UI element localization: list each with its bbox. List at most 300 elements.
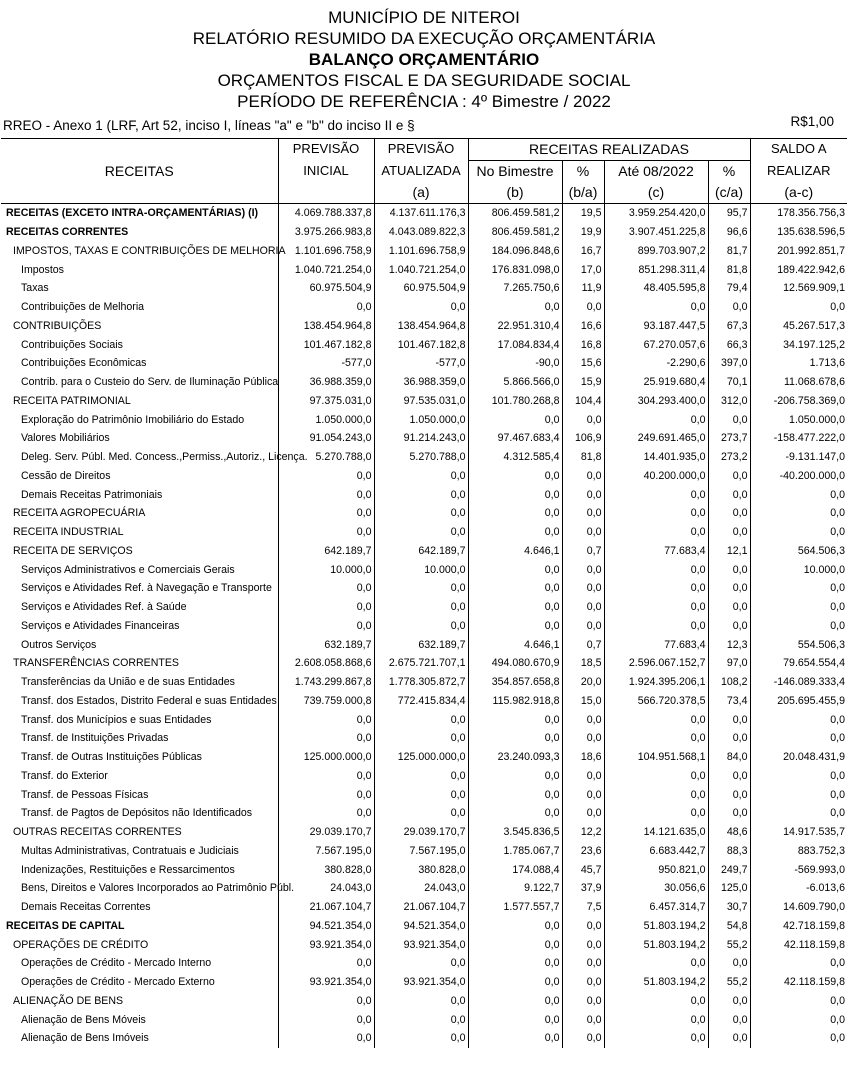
cell-pct-ca: 30,7 [708,898,750,917]
cell-saldo-realizar: 10.000,0 [750,560,847,579]
row-label: Serviços Administrativos e Comerciais Gerais [21,563,235,576]
cell-previsao-inicial: 93.921.354,0 [278,935,374,954]
cell-previsao-atualizada: 1.040.721.254,0 [374,260,468,279]
cell-saldo-realizar: -6.013,6 [750,879,847,898]
cell-ate-periodo: 0,0 [604,710,708,729]
cell-ate-periodo: 0,0 [604,767,708,786]
cell-previsao-atualizada: 0,0 [374,467,468,486]
cell-no-bimestre: 0,0 [468,598,562,617]
cell-saldo-realizar: -40.200.000,0 [750,467,847,486]
table-row [1,373,847,392]
cell-pct-ca: 0,0 [708,598,750,617]
cell-pct-ba: 20,0 [562,673,604,692]
cell-no-bimestre: 0,0 [468,973,562,992]
cell-no-bimestre: 101.780.268,8 [468,392,562,411]
cell-previsao-inicial: 24.043,0 [278,879,374,898]
cell-ate-periodo: 6.457.314,7 [604,898,708,917]
cell-ate-periodo: 30.056,6 [604,879,708,898]
cell-pct-ba: 0,0 [562,504,604,523]
cell-saldo-realizar: 42.718.159,8 [750,917,847,936]
cell-no-bimestre: 354.857.658,8 [468,673,562,692]
cell-ate-periodo: 0,0 [604,579,708,598]
cell-previsao-atualizada: 94.521.354,0 [374,917,468,936]
cell-no-bimestre: 0,0 [468,560,562,579]
row-label: Transf. dos Municípios e suas Entidades [21,713,212,726]
cell-pct-ba: 7,5 [562,898,604,917]
table-row [1,767,847,786]
row-label: Deleg. Serv. Públ. Med. Concess.,Permiss.,Autoriz., Licença. [21,451,308,464]
row-label: Taxas [21,282,49,295]
cell-previsao-atualizada: 0,0 [374,785,468,804]
table-row [1,579,847,598]
col-realizar: REALIZAR [750,161,847,183]
row-label: Multas Administrativas, Contratuais e Judiciais [21,844,239,857]
table-row [1,223,847,242]
cell-pct-ca: 81,7 [708,242,750,261]
cell-ate-periodo: 14.121.635,0 [604,823,708,842]
table-row [1,467,847,486]
cell-saldo-realizar: -9.131.147,0 [750,448,847,467]
cell-pct-ba: 0,0 [562,617,604,636]
cell-saldo-realizar: 201.992.851,7 [750,242,847,261]
cell-no-bimestre: 23.240.093,3 [468,748,562,767]
row-label: Transf. dos Estados, Distrito Federal e suas Entidades [21,694,277,707]
cell-previsao-inicial: 0,0 [278,710,374,729]
col-ca: (c/a) [708,182,750,204]
cell-previsao-atualizada: 772.415.834,4 [374,692,468,711]
cell-previsao-inicial: 0,0 [278,767,374,786]
table-row [1,729,847,748]
cell-previsao-inicial: 101.467.182,8 [278,335,374,354]
row-label: Transf. de Pagtos de Depósitos não Identificados [21,807,253,820]
table-row [1,692,847,711]
cell-pct-ba: 0,0 [562,767,604,786]
table-row [1,410,847,429]
cell-no-bimestre: 0,0 [468,579,562,598]
cell-pct-ca: 55,2 [708,973,750,992]
cell-previsao-inicial: 36.988.359,0 [278,373,374,392]
cell-pct-ca: 125,0 [708,879,750,898]
cell-pct-ca: 66,3 [708,335,750,354]
table-row [1,710,847,729]
cell-ate-periodo: 93.187.447,5 [604,317,708,336]
cell-previsao-atualizada: 29.039.170,7 [374,823,468,842]
cell-ate-periodo: 0,0 [604,617,708,636]
table-row [1,598,847,617]
cell-pct-ba: 0,7 [562,542,604,561]
table-row [1,429,847,448]
cell-pct-ca: 79,4 [708,279,750,298]
cell-previsao-atualizada: 0,0 [374,1010,468,1029]
cell-saldo-realizar: 0,0 [750,804,847,823]
cell-saldo-realizar: 883.752,3 [750,842,847,861]
cell-ate-periodo: 0,0 [604,785,708,804]
row-label: ALIENAÇÃO DE BENS [13,994,124,1007]
cell-pct-ba: 15,0 [562,692,604,711]
cell-previsao-atualizada: 1.778.305.872,7 [374,673,468,692]
cell-pct-ca: 70,1 [708,373,750,392]
cell-previsao-atualizada: 632.189,7 [374,635,468,654]
cell-no-bimestre: 3.545.836,5 [468,823,562,842]
cell-pct-ba: 0,0 [562,804,604,823]
table-header [1,139,847,204]
cell-saldo-realizar: 42.118.159,8 [750,973,847,992]
cell-saldo-realizar: 42.118.159,8 [750,935,847,954]
cell-pct-ca: 0,0 [708,785,750,804]
cell-previsao-atualizada: 101.467.182,8 [374,335,468,354]
row-label: Demais Receitas Patrimoniais [21,488,163,501]
cell-saldo-realizar: 0,0 [750,617,847,636]
cell-no-bimestre: 806.459.581,2 [468,204,562,223]
cell-previsao-atualizada: 0,0 [374,504,468,523]
cell-previsao-inicial: 1.743.299.867,8 [278,673,374,692]
cell-previsao-inicial: 125.000.000,0 [278,748,374,767]
cell-ate-periodo: 566.720.378,5 [604,692,708,711]
cell-previsao-inicial: 0,0 [278,785,374,804]
cell-previsao-atualizada: 380.828,0 [374,860,468,879]
cell-pct-ca: 0,0 [708,710,750,729]
cell-previsao-inicial: 29.039.170,7 [278,823,374,842]
cell-previsao-atualizada: 0,0 [374,579,468,598]
cell-pct-ca: 312,0 [708,392,750,411]
cell-previsao-inicial: 0,0 [278,729,374,748]
row-label: IMPOSTOS, TAXAS E CONTRIBUIÇÕES DE MELHORIA [13,244,286,257]
cell-saldo-realizar: 0,0 [750,954,847,973]
cell-previsao-inicial: 93.921.354,0 [278,973,374,992]
cell-saldo-realizar: 178.356.756,3 [750,204,847,223]
cell-pct-ca: 97,0 [708,654,750,673]
cell-saldo-realizar: 0,0 [750,504,847,523]
cell-no-bimestre: 0,0 [468,917,562,936]
cell-no-bimestre: 9.122,7 [468,879,562,898]
cell-no-bimestre: 115.982.918,8 [468,692,562,711]
cell-pct-ba: 16,8 [562,335,604,354]
cell-previsao-inicial: -577,0 [278,354,374,373]
cell-pct-ba: 0,0 [562,954,604,973]
cell-pct-ba: 106,9 [562,429,604,448]
balance-title: BALANÇO ORÇAMENTÁRIO [308,50,540,69]
cell-pct-ca: 397,0 [708,354,750,373]
cell-previsao-inicial: 94.521.354,0 [278,917,374,936]
cell-previsao-inicial: 97.375.031,0 [278,392,374,411]
row-label: Serviços e Atividades Financeiras [21,619,180,632]
cell-ate-periodo: 51.803.194,2 [604,973,708,992]
cell-previsao-inicial: 380.828,0 [278,860,374,879]
cell-previsao-atualizada: 21.067.104,7 [374,898,468,917]
row-label: Transf. de Outras Instituições Públicas [21,751,202,764]
row-label: Demais Receitas Correntes [21,901,151,914]
table-row [1,1010,847,1029]
cell-previsao-inicial: 7.567.195,0 [278,842,374,861]
cell-previsao-inicial: 21.067.104,7 [278,898,374,917]
cell-previsao-inicial: 0,0 [278,485,374,504]
col-a: (a) [374,182,468,204]
cell-saldo-realizar: 205.695.455,9 [750,692,847,711]
cell-previsao-inicial: 5.270.788,0 [278,448,374,467]
cell-pct-ca: 0,0 [708,992,750,1011]
row-label: Transf. do Exterior [21,769,108,782]
cell-previsao-inicial: 2.608.058.868,6 [278,654,374,673]
row-label: Serviços e Atividades Ref. à Saúde [21,601,187,614]
table-row [1,992,847,1011]
row-label: Alienação de Bens Móveis [21,1013,146,1026]
cell-previsao-atualizada: 10.000,0 [374,560,468,579]
cell-previsao-atualizada: 0,0 [374,1029,468,1048]
cell-pct-ba: 0,0 [562,410,604,429]
cell-previsao-atualizada: 125.000.000,0 [374,748,468,767]
cell-pct-ba: 0,0 [562,1029,604,1048]
annex-reference: RREO - Anexo 1 (LRF, Art 52, inciso I, líneas "a" e "b" do inciso II e § [3,118,415,133]
cell-no-bimestre: 0,0 [468,298,562,317]
cell-ate-periodo: 0,0 [604,992,708,1011]
table-row [1,673,847,692]
table-row [1,204,847,223]
cell-previsao-inicial: 0,0 [278,954,374,973]
cell-ate-periodo: 3.959.254.420,0 [604,204,708,223]
col-previsao-atualizada-1: PREVISÃO [374,139,468,161]
cell-ate-periodo: 0,0 [604,485,708,504]
cell-pct-ca: 273,2 [708,448,750,467]
table-row [1,317,847,336]
col-saldo-1: SALDO A [750,139,847,161]
cell-pct-ba: 0,0 [562,973,604,992]
cell-pct-ca: 0,0 [708,729,750,748]
cell-previsao-atualizada: 138.454.964,8 [374,317,468,336]
cell-pct-ca: 0,0 [708,1010,750,1029]
cell-pct-ba: 18,5 [562,654,604,673]
table-row [1,635,847,654]
cell-ate-periodo: 67.270.057,6 [604,335,708,354]
col-previsao-inicial-1: PREVISÃO [278,139,374,161]
cell-no-bimestre: 806.459.581,2 [468,223,562,242]
cell-no-bimestre: 1.577.557,7 [468,898,562,917]
cell-ate-periodo: 0,0 [604,804,708,823]
cell-ate-periodo: 950.821,0 [604,860,708,879]
cell-ate-periodo: 851.298.311,4 [604,260,708,279]
cell-saldo-realizar: 0,0 [750,710,847,729]
row-label: OPERAÇÕES DE CRÉDITO [13,938,149,951]
cell-previsao-inicial: 0,0 [278,467,374,486]
cell-ate-periodo: 51.803.194,2 [604,917,708,936]
cell-previsao-inicial: 632.189,7 [278,635,374,654]
cell-pct-ca: 0,0 [708,523,750,542]
cell-saldo-realizar: 0,0 [750,579,847,598]
row-label: Transf. de Pessoas Físicas [21,788,149,801]
cell-ate-periodo: 0,0 [604,954,708,973]
cell-pct-ca: 0,0 [708,298,750,317]
cell-pct-ba: 16,6 [562,317,604,336]
cell-previsao-atualizada: 1.050.000,0 [374,410,468,429]
cell-saldo-realizar: 0,0 [750,992,847,1011]
cell-ate-periodo: 3.907.451.225,8 [604,223,708,242]
cell-pct-ba: 17,0 [562,260,604,279]
cell-previsao-inicial: 0,0 [278,804,374,823]
cell-saldo-realizar: 1.713,6 [750,354,847,373]
cell-no-bimestre: 22.951.310,4 [468,317,562,336]
cell-saldo-realizar: 0,0 [750,485,847,504]
cell-pct-ca: 48,6 [708,823,750,842]
table-row [1,335,847,354]
cell-saldo-realizar: -146.089.333,4 [750,673,847,692]
cell-ate-periodo: 6.683.442,7 [604,842,708,861]
cell-saldo-realizar: 0,0 [750,785,847,804]
cell-pct-ca: 0,0 [708,504,750,523]
cell-no-bimestre: 0,0 [468,504,562,523]
cell-pct-ca: 95,7 [708,204,750,223]
col-pct-b: % [562,161,604,183]
cell-previsao-atualizada: 0,0 [374,485,468,504]
table-row [1,654,847,673]
cell-ate-periodo: 0,0 [604,298,708,317]
row-label: Cessão de Direitos [21,469,111,482]
cell-pct-ba: 0,0 [562,729,604,748]
cell-previsao-inicial: 0,0 [278,617,374,636]
row-label: CONTRIBUIÇÕES [13,319,102,332]
cell-pct-ca: 73,4 [708,692,750,711]
cell-pct-ca: 88,3 [708,842,750,861]
cell-pct-ba: 15,6 [562,354,604,373]
cell-pct-ca: 108,2 [708,673,750,692]
col-c: (c) [604,182,708,204]
cell-previsao-atualizada: 2.675.721.707,1 [374,654,468,673]
cell-previsao-atualizada: 91.214.243,0 [374,429,468,448]
cell-pct-ca: 0,0 [708,767,750,786]
cell-pct-ba: 0,0 [562,992,604,1011]
cell-pct-ba: 0,0 [562,935,604,954]
cell-previsao-inicial: 0,0 [278,1010,374,1029]
row-label: Contribuições Sociais [21,338,123,351]
cell-previsao-inicial: 0,0 [278,298,374,317]
cell-no-bimestre: 0,0 [468,804,562,823]
cell-ate-periodo: 25.919.680,4 [604,373,708,392]
table-row [1,1029,847,1048]
cell-saldo-realizar: 20.048.431,9 [750,748,847,767]
cell-no-bimestre: 97.467.683,4 [468,429,562,448]
cell-ate-periodo: 14.401.935,0 [604,448,708,467]
cell-pct-ca: 54,8 [708,917,750,936]
cell-previsao-atualizada: 93.921.354,0 [374,973,468,992]
budget-title: ORÇAMENTOS FISCAL E DA SEGURIDADE SOCIAL [217,71,631,90]
table-row [1,917,847,936]
cell-pct-ba: 37,9 [562,879,604,898]
cell-pct-ba: 0,0 [562,298,604,317]
col-receitas: RECEITAS [1,139,278,204]
cell-previsao-atualizada: 1.101.696.758,9 [374,242,468,261]
cell-previsao-inicial: 60.975.504,9 [278,279,374,298]
cell-saldo-realizar: 0,0 [750,1029,847,1048]
cell-pct-ca: 0,0 [708,560,750,579]
cell-saldo-realizar: 0,0 [750,767,847,786]
cell-previsao-atualizada: 0,0 [374,523,468,542]
row-label: RECEITA AGROPECUÁRIA [13,507,146,520]
row-label: RECEITAS (EXCETO INTRA-ORÇAMENTÁRIAS) (I) [6,207,259,220]
table-body [1,204,847,1048]
cell-no-bimestre: 0,0 [468,992,562,1011]
cell-no-bimestre: 0,0 [468,1010,562,1029]
cell-previsao-inicial: 91.054.243,0 [278,429,374,448]
cell-ate-periodo: 0,0 [604,1029,708,1048]
cell-ate-periodo: 899.703.907,2 [604,242,708,261]
row-label: Impostos [21,263,64,276]
cell-pct-ca: 0,0 [708,485,750,504]
table-row [1,485,847,504]
cell-ate-periodo: 77.683,4 [604,542,708,561]
cell-saldo-realizar: 34.197.125,2 [750,335,847,354]
cell-pct-ca: 0,0 [708,410,750,429]
cell-previsao-inicial: 138.454.964,8 [278,317,374,336]
table-row [1,973,847,992]
cell-pct-ba: 16,7 [562,242,604,261]
cell-previsao-atualizada: 0,0 [374,804,468,823]
cell-pct-ba: 0,0 [562,1010,604,1029]
table-row [1,242,847,261]
cell-ate-periodo: 40.200.000,0 [604,467,708,486]
table-row [1,260,847,279]
cell-saldo-realizar: 135.638.596,5 [750,223,847,242]
cell-previsao-inicial: 0,0 [278,579,374,598]
cell-saldo-realizar: 554.506,3 [750,635,847,654]
cell-saldo-realizar: 1.050.000,0 [750,410,847,429]
row-label: RECEITAS CORRENTES [6,226,129,239]
col-ac: (a-c) [750,182,847,204]
cell-saldo-realizar: 189.422.942,6 [750,260,847,279]
col-ate: Até 08/2022 [604,161,708,183]
row-label: Transferências da União e de suas Entidades [21,676,235,689]
row-label: Operações de Crédito - Mercado Interno [21,957,212,970]
cell-no-bimestre: 184.096.848,6 [468,242,562,261]
cell-previsao-atualizada: 0,0 [374,992,468,1011]
cell-no-bimestre: 0,0 [468,485,562,504]
col-inicial: INICIAL [278,161,374,183]
cell-pct-ca: 273,7 [708,429,750,448]
col-inicial-blank [278,182,374,204]
row-label: RECEITA INDUSTRIAL [13,526,124,539]
cell-no-bimestre: 0,0 [468,785,562,804]
table-row [1,392,847,411]
cell-saldo-realizar: 0,0 [750,298,847,317]
table-row [1,804,847,823]
cell-previsao-inicial: 4.069.788.337,8 [278,204,374,223]
cell-previsao-atualizada: 0,0 [374,767,468,786]
cell-saldo-realizar: -206.758.369,0 [750,392,847,411]
report-title: RELATÓRIO RESUMIDO DA EXECUÇÃO ORÇAMENTÁRIA [192,29,656,48]
cell-ate-periodo: 51.803.194,2 [604,935,708,954]
cell-pct-ca: 0,0 [708,617,750,636]
cell-previsao-atualizada: 0,0 [374,729,468,748]
cell-no-bimestre: 0,0 [468,410,562,429]
cell-saldo-realizar: 45.267.517,3 [750,317,847,336]
cell-previsao-atualizada: 36.988.359,0 [374,373,468,392]
cell-pct-ba: 0,0 [562,523,604,542]
cell-saldo-realizar: 0,0 [750,729,847,748]
cell-previsao-atualizada: 0,0 [374,710,468,729]
cell-ate-periodo: 0,0 [604,560,708,579]
cell-no-bimestre: 17.084.834,4 [468,335,562,354]
cell-pct-ba: 15,9 [562,373,604,392]
table-row [1,504,847,523]
row-label: Operações de Crédito - Mercado Externo [21,976,215,989]
table-row [1,279,847,298]
cell-previsao-atualizada: 642.189,7 [374,542,468,561]
cell-pct-ca: 0,0 [708,954,750,973]
cell-pct-ca: 0,0 [708,467,750,486]
cell-no-bimestre: 7.265.750,6 [468,279,562,298]
row-label: Outros Serviços [21,638,97,651]
cell-previsao-inicial: 1.050.000,0 [278,410,374,429]
row-label: Valores Mobiliários [21,432,110,445]
row-label: Indenizações, Restituições e Ressarcimentos [21,863,235,876]
table-row [1,748,847,767]
